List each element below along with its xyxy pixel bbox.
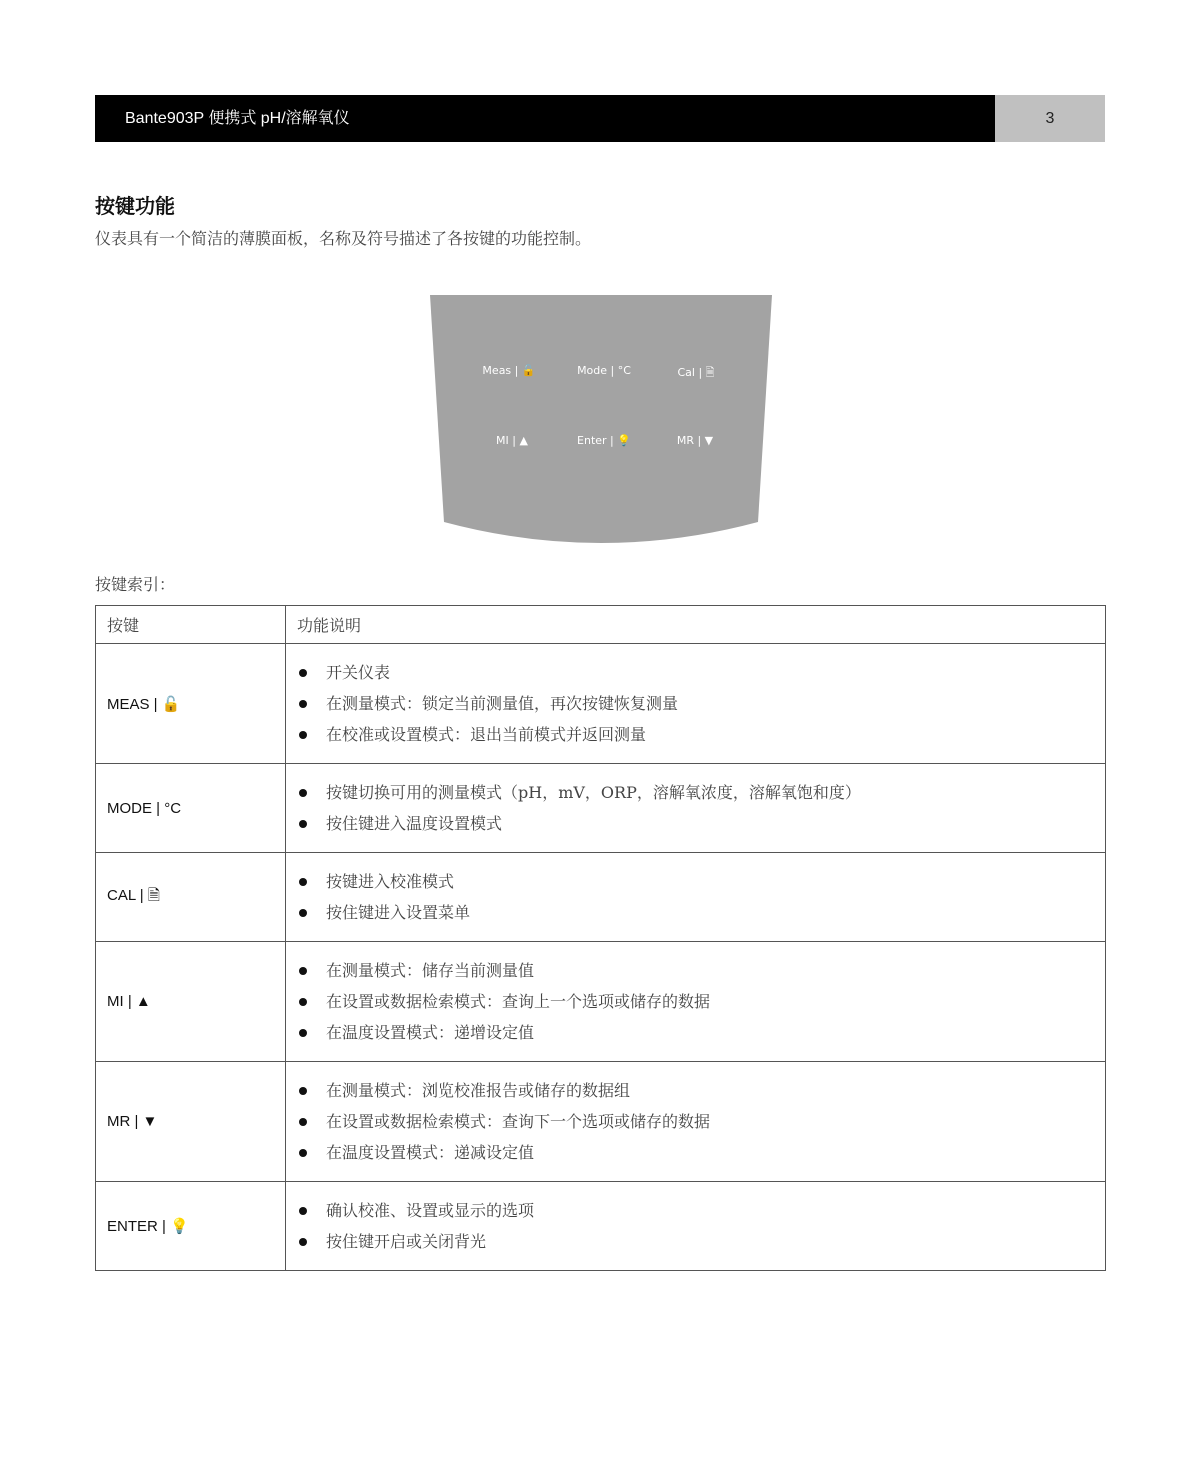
key-name-enter: ENTER | 💡	[96, 1182, 286, 1271]
function-text: 在设置或数据检索模式：查询下一个选项或储存的数据	[326, 1112, 711, 1131]
panel-key-meas: Meas | 🔓	[482, 364, 536, 377]
list-item	[297, 777, 1094, 808]
function-cell	[286, 644, 1106, 764]
bullet-icon	[299, 909, 307, 917]
bullet-icon	[299, 1029, 307, 1037]
section-title: 按键功能	[95, 194, 175, 218]
function-list	[297, 1195, 1094, 1257]
bullet-icon	[299, 731, 307, 739]
keypad-panel-shape	[428, 294, 774, 546]
column-header-function: 功能说明	[286, 606, 1106, 644]
list-item	[297, 955, 1094, 986]
key-function-table	[95, 605, 1106, 1271]
key-name-mode: MODE | °C	[96, 764, 286, 853]
list-item	[297, 1137, 1094, 1168]
column-header-key: 按键	[96, 606, 286, 644]
key-name-cal: CAL | 🗎	[96, 853, 286, 942]
function-text: 在测量模式：浏览校准报告或储存的数据组	[326, 1081, 631, 1100]
key-name-mi: MI | ▲	[96, 942, 286, 1062]
bullet-icon	[299, 998, 307, 1006]
list-item	[297, 1106, 1094, 1137]
function-text: 按住键开启或关闭背光	[326, 1232, 487, 1251]
bullet-icon	[299, 700, 307, 708]
list-item	[297, 1017, 1094, 1048]
list-item	[297, 1226, 1094, 1257]
function-text: 在测量模式：储存当前测量值	[326, 961, 535, 980]
section-intro: 仪表具有一个简洁的薄膜面板，名称及符号描述了各按键的功能控制。	[95, 229, 592, 248]
bullet-icon	[299, 1207, 307, 1215]
function-list	[297, 657, 1094, 750]
list-item	[297, 986, 1094, 1017]
function-text: 按住键进入温度设置模式	[326, 814, 503, 833]
bullet-icon	[299, 820, 307, 828]
list-item	[297, 719, 1094, 750]
function-text: 按住键进入设置菜单	[326, 903, 471, 922]
table-row	[96, 853, 1106, 942]
function-text: 在温度设置模式：递增设定值	[326, 1023, 535, 1042]
function-cell	[286, 1062, 1106, 1182]
table-row	[96, 644, 1106, 764]
bullet-icon	[299, 1149, 307, 1157]
list-item	[297, 808, 1094, 839]
list-item	[297, 897, 1094, 928]
page-header	[95, 95, 1105, 142]
list-item	[297, 866, 1094, 897]
table-row	[96, 942, 1106, 1062]
function-cell	[286, 942, 1106, 1062]
function-list	[297, 866, 1094, 928]
keypad-panel-illustration	[428, 294, 774, 546]
list-item	[297, 657, 1094, 688]
panel-key-mode: Mode | °C	[577, 364, 631, 377]
bullet-icon	[299, 1118, 307, 1126]
bullet-icon	[299, 878, 307, 886]
page-number: 3	[995, 95, 1105, 142]
function-text: 按键进入校准模式	[326, 872, 455, 891]
function-text: 在测量模式：锁定当前测量值，再次按键恢复测量	[326, 694, 679, 713]
function-text: 在设置或数据检索模式：查询上一个选项或储存的数据	[326, 992, 711, 1011]
table-row	[96, 764, 1106, 853]
panel-key-mr: MR | ▼	[676, 434, 714, 447]
list-item	[297, 1075, 1094, 1106]
list-item	[297, 1195, 1094, 1226]
function-text: 按键切换可用的测量模式（pH，mV，ORP，溶解氧浓度，溶解氧饱和度）	[326, 783, 861, 802]
table-row	[96, 1182, 1106, 1271]
function-cell	[286, 853, 1106, 942]
table-header-row	[96, 606, 1106, 644]
document-title: Bante903P 便携式 pH/溶解氧仪	[95, 95, 995, 142]
key-name-meas: MEAS | 🔓	[96, 644, 286, 764]
panel-key-enter: Enter | 💡	[577, 434, 631, 447]
panel-key-cal: Cal | 🗎	[677, 366, 715, 379]
key-name-mr: MR | ▼	[96, 1062, 286, 1182]
function-list	[297, 1075, 1094, 1168]
function-text: 在温度设置模式：递减设定值	[326, 1143, 535, 1162]
bullet-icon	[299, 1087, 307, 1095]
panel-key-mi: MI | ▲	[496, 434, 528, 447]
function-cell	[286, 1182, 1106, 1271]
function-text: 开关仪表	[326, 663, 391, 682]
key-index-label: 按键索引：	[95, 575, 176, 594]
list-item	[297, 688, 1094, 719]
function-text: 确认校准、设置或显示的选项	[326, 1201, 535, 1220]
bullet-icon	[299, 1238, 307, 1246]
function-list	[297, 777, 1094, 839]
function-list	[297, 955, 1094, 1048]
bullet-icon	[299, 967, 307, 975]
bullet-icon	[299, 789, 307, 797]
function-text: 在校准或设置模式：退出当前模式并返回测量	[326, 725, 647, 744]
bullet-icon	[299, 669, 307, 677]
function-cell	[286, 764, 1106, 853]
table-row	[96, 1062, 1106, 1182]
